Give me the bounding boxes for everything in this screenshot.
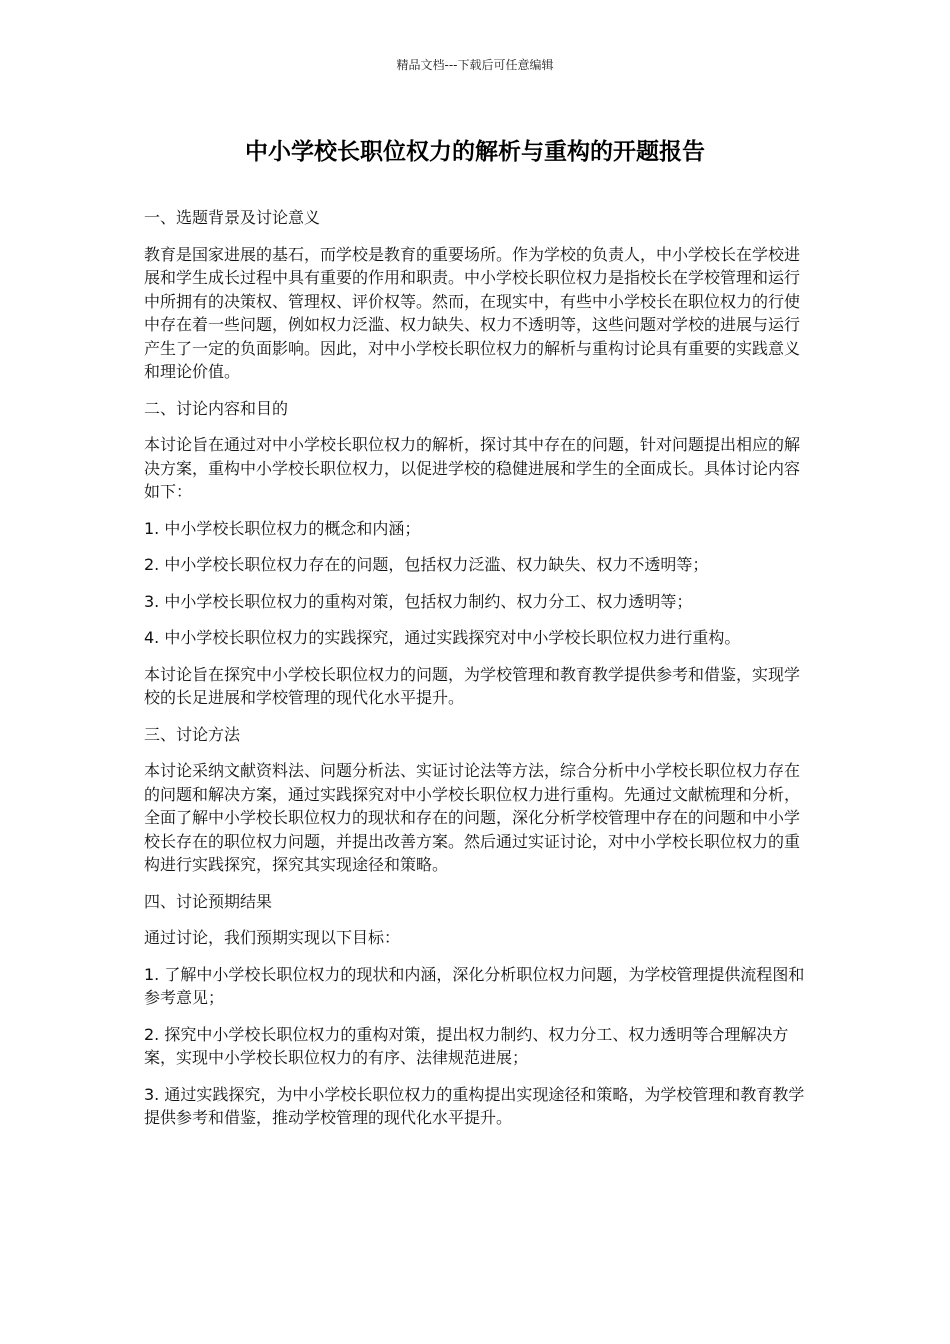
document-body	[144, 206, 808, 1143]
list-item-content-3: 3. 中小学校长职位权力的重构对策，包括权力制约、权力分工、权力透明等；	[144, 591, 693, 611]
section-heading-method: 三、讨论方法	[144, 724, 241, 744]
list-item-content-1: 1. 中小学校长职位权力的概念和内涵；	[144, 518, 421, 538]
section-heading-background: 一、选题背景及讨论意义	[144, 208, 321, 227]
paragraph-background: 教育是国家进展的基石，而学校是教育的重要场所。作为学校的负责人，中小学校长在学校进展和学生成长过程中具有重要的作用和职责。中小学校长职位权力是指校长在学校管理和运行中所拥有的决策权、管理权、评价权等。然而，在现实中，有些中小学校长在职位权力的行使中存在着一些问题，例如权力泛滥、权力缺失、权力不透明等，这些问题对学校的进展与运行产生了一定的负面影响。因此，对中小学校长职位权力的解析与重构讨论具有重要的实践意义和理论价值。	[144, 244, 801, 381]
list-item-content-2: 2. 中小学校长职位权力存在的问题，包括权力泛滥、权力缺失、权力不透明等；	[144, 555, 709, 574]
list-item-results-3: 3. 通过实践探究，为中小学校长职位权力的重构提出实现途径和策略，为学校管理和教育教学提供参考和借鉴，推动学校管理的现代化水平提升。	[144, 1084, 805, 1127]
paragraph-results-intro: 通过讨论，我们预期实现以下目标：	[144, 928, 401, 947]
paragraph-method: 本讨论采纳文献资料法、问题分析法、实证讨论法等方法，综合分析中小学校长职位权力存在的问题和解决方案，通过实践探究对中小学校长职位权力进行重构。先通过文献梳理和分析，全面了解中小学校长职位权力的现状和存在的问题，深化分析学校管理中存在的问题和中小学校长存在的职位权力问题，并提出改善方案。然后通过实证讨论，对中小学校长职位权力的重构进行实践探究，探究其实现途径和策略。	[144, 761, 801, 874]
section-heading-results: 四、讨论预期结果	[144, 891, 273, 911]
list-item-results-2: 2. 探究中小学校长职位权力的重构对策，提出权力制约、权力分工、权力透明等合理解决方案，实现中小学校长职位权力的有序、法律规范进展；	[144, 1024, 789, 1067]
paragraph-content-intro: 本讨论旨在通过对中小学校长职位权力的解析，探讨其中存在的问题，针对问题提出相应的解决方案，重构中小学校长职位权力，以促进学校的稳健进展和学生的全面成长。具体讨论内容如下：	[144, 435, 801, 501]
list-item-results-1: 1. 了解中小学校长职位权力的现状和内涵，深化分析职位权力问题，为学校管理提供流程图和参考意见；	[144, 964, 805, 1007]
paragraph-content-goal: 本讨论旨在探究中小学校长职位权力的问题，为学校管理和教育教学提供参考和借鉴，实现学校的长足进展和学校管理的现代化水平提升。	[144, 664, 801, 707]
section-heading-content: 二、讨论内容和目的	[144, 398, 289, 418]
list-item-content-4: 4. 中小学校长职位权力的实践探究，通过实践探究对中小学校长职位权力进行重构。	[144, 628, 741, 647]
document-title: 中小学校长职位权力的解析与重构的开题报告	[245, 139, 705, 165]
header-note: 精品文档---下载后可任意编辑	[396, 58, 554, 72]
